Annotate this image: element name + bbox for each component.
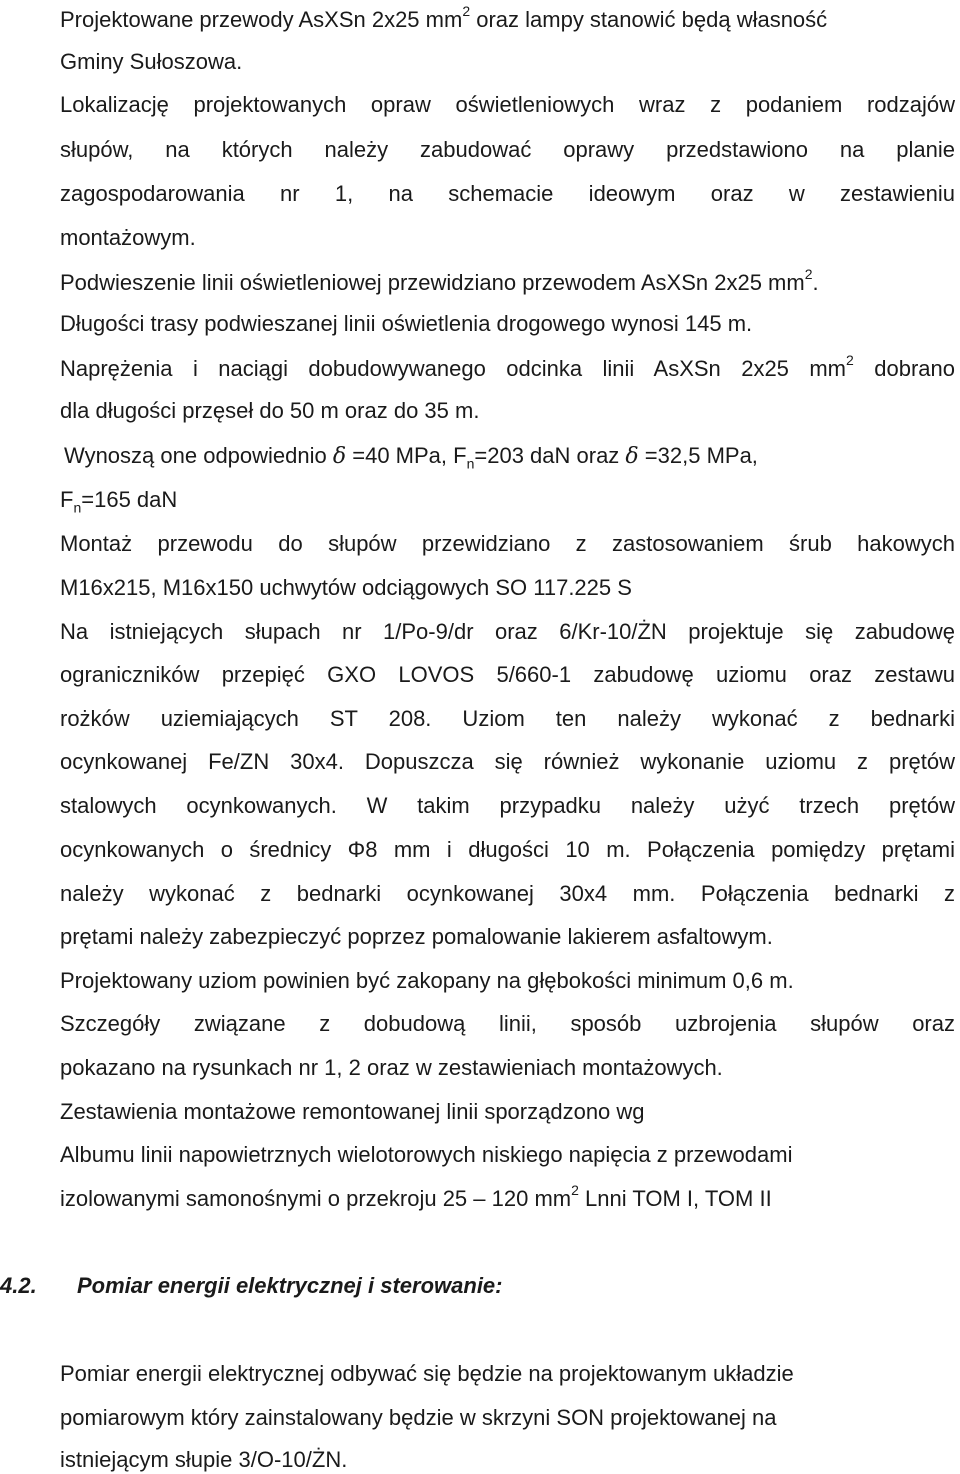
delta-symbol: δ [332, 444, 347, 469]
paragraph-line: pomiarowym który zainstalowany będzie w skrzyni SON projektowanej na [60, 1405, 777, 1430]
paragraph-line: Pomiar energii elektrycznej odbywać się będzie na projektowanym układzie [60, 1361, 794, 1386]
paragraph-line: Naprężenia i naciągi dobudowywanego odcinka linii AsXSn 2x25 $mm^2$ dobrano [60, 351, 955, 381]
paragraph-line: Na istniejących słupach nr 1/Po-9/dr oraz 6/Kr-10/ŻN projektuje się zabudowę [60, 619, 955, 644]
paragraph-line: rożków uziemiających ST 208. Uziom ten należy wykonać z bednarki [60, 706, 955, 731]
paragraph-line: pokazano na rysunkach nr 1, 2 oraz w zestawieniach montażowych. [60, 1055, 723, 1080]
paragraph-line: Montaż przewodu do słupów przewidziano z zastosowaniem śrub hakowych [60, 531, 955, 556]
paragraph-line: Szczegóły związane z dobudową linii, sposób uzbrojenia słupów oraz [60, 1011, 955, 1036]
paragraph-line: dla długości przęseł do 50 m oraz do 35 m. [60, 398, 480, 423]
section-title: Pomiar energii elektrycznej i sterowanie: [77, 1273, 503, 1298]
paragraph-line: Projektowane przewody AsXSn 2x25 $mm^2$ oraz lampy stanowić będą własność [60, 2, 828, 32]
paragraph-line: zagospodarowania nr 1, na schemacie ideowym oraz w zestawieniu [60, 181, 955, 206]
paragraph-line: Projektowany uziom powinien być zakopany na głębokości minimum 0,6 m. [60, 968, 794, 993]
paragraph-line: izolowanymi samonośnymi o przekroju 25 – 120 $mm^2$ Lnni TOM I, TOM II [60, 1181, 772, 1211]
paragraph-line: istniejącym słupie 3/O-10/ŻN. [60, 1447, 348, 1472]
paragraph-line: Gminy Sułoszowa. [60, 49, 243, 74]
paragraph-line: ocynkowanych o średnicy Φ8 mm i długości 10 m. Połączenia pomiędzy prętami [60, 837, 955, 862]
paragraph-line: Podwieszenie linii oświetleniowej przewidziano przewodem AsXSn 2x25 $mm^2$. [60, 265, 819, 295]
paragraph-line: Albumu linii napowietrznych wielotorowych niskiego napięcia z przewodami [60, 1142, 793, 1167]
paragraph-line: Wynoszą one odpowiednio δ =40 MPa, $F_n=203$ daN oraz δ =32,5 MPa, [64, 443, 758, 472]
paragraph-line: $F_n=165$ daN [60, 487, 178, 516]
delta-symbol: δ [625, 444, 639, 469]
paragraph-line: ocynkowanej Fe/ZN 30x4. Dopuszcza się również wykonanie uziomu z prętów [60, 749, 955, 774]
paragraph-line: montażowym. [60, 225, 196, 250]
paragraph-line: Lokalizację projektowanych opraw oświetleniowych wraz z podaniem rodzajów [60, 92, 955, 117]
paragraph-line: stalowych ocynkowanych. W takim przypadku należy użyć trzech prętów [60, 793, 955, 818]
paragraph-line: M16x215, M16x150 uchwytów odciągowych SO 117.225 S [60, 575, 632, 600]
paragraph-line: ograniczników przepięć GXO LOVOS 5/660-1 zabudowę uziomu oraz zestawu [60, 662, 955, 687]
paragraph-line: Długości trasy podwieszanej linii oświetlenia drogowego wynosi 145 m. [60, 311, 753, 336]
paragraph-line: należy wykonać z bednarki ocynkowanej 30x4 mm. Połączenia bednarki z [60, 881, 955, 906]
paragraph-line: prętami należy zabezpieczyć poprzez pomalowanie lakierem asfaltowym. [60, 924, 773, 949]
section-number: 4.2. [0, 1273, 37, 1298]
paragraph-line: Zestawienia montażowe remontowanej linii sporządzono wg [60, 1099, 645, 1124]
paragraph-line: słupów, na których należy zabudować oprawy przedstawiono na planie [60, 137, 955, 162]
